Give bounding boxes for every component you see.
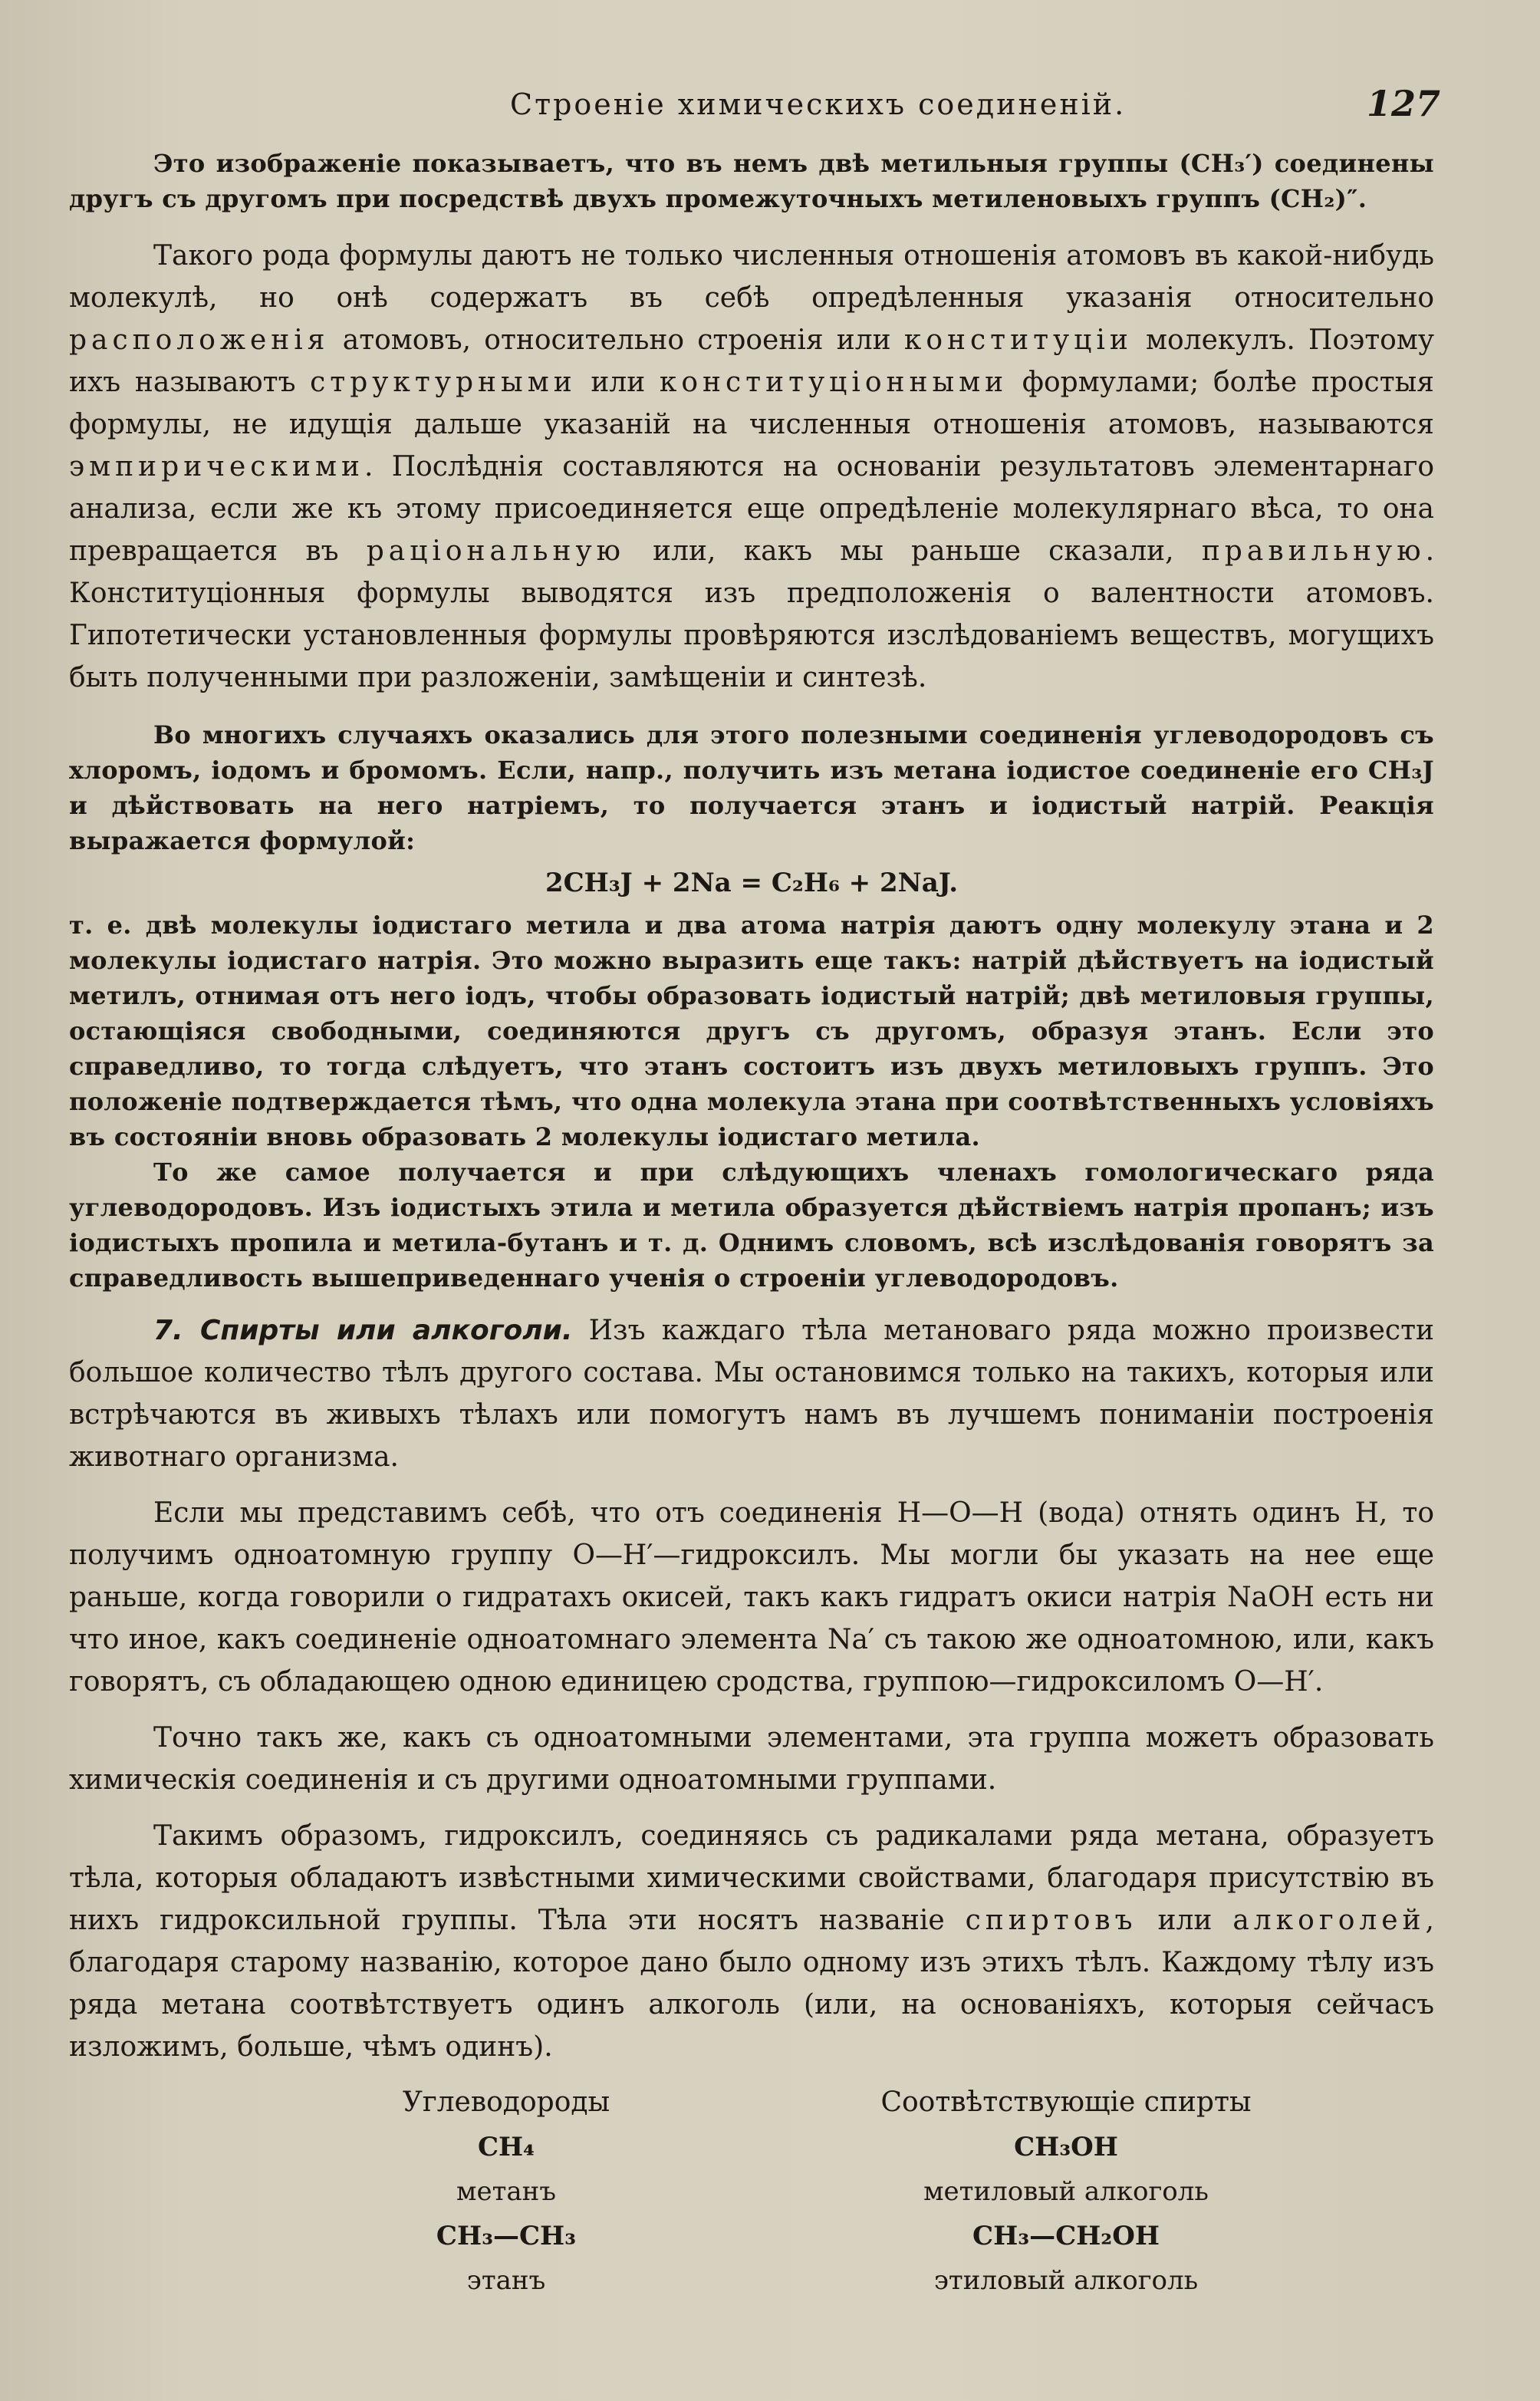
paragraph-homologous-series: То же самое получается и при слѣдующихъ членахъ гомологическаго ряда углеводородовъ. Изъ iодистыхъ этила и метила образуется дѣйствiемъ натрiя пропанъ; изъ iодистыхъ пропила и метила-бутанъ и т. д. Однимъ словомъ, всѣ изслѣдованiя говорятъ за справедливость вышеприведеннаго ученiя о строенiи углеводородовъ. (69, 1158, 1434, 1293)
alcohols-column (836, 2080, 1296, 2303)
running-title: Строенiе химическихъ соединенiй. (510, 87, 1127, 121)
name-cell: этанъ (466, 2265, 546, 2296)
column-header: Углеводороды (402, 2086, 610, 2118)
page-body (69, 146, 1434, 2310)
emphasis-word: конституцiонными (659, 367, 1009, 398)
name-cell: этиловый алкоголь (933, 2265, 1199, 2296)
formula-cell: CH₄ (477, 2132, 535, 2162)
paragraph-structural-formulas: Такого рода формулы даютъ не только численныя отношенiя атомовъ въ какой-нибудь молекулѣ, но онѣ содержатъ въ себѣ опредѣленныя указанiя относительно расположенiя атомовъ, относительно строенiя или конституцiи молекулъ. Поэтому ихъ называютъ структурными или конституцiонными формулами; болѣе простыя формулы, не идущiя дальше указанiй на численныя отношенiя атомовъ, называются эмпирическими. Послѣднiя составляются на основанiи результатовъ элементарнаго анализа, если же къ этому присоединяется еще опредѣленiе молекулярнаго вѣса, то она превращается въ рацiональную или, какъ мы раньше сказали, правильную. Конституцiонныя формулы выводятся изъ предположенiя о валентности атомовъ. Гипотетически установленныя формулы провѣряются изслѣдованiемъ веществъ, могущихъ быть полученными при разложенiи, замѣщенiи и синтезѣ. (69, 240, 1435, 693)
emphasis-word: правильную (1201, 535, 1426, 567)
section-alcohols: 7. Спирты или алкоголи. Изъ каждаго тѣла метановаго ряда можно произвести большое количество тѣлъ другого состава. Мы остановимся только на такихъ, которыя или встрѣчаются въ живыхъ тѣлахъ или помогутъ намъ въ лучшемъ пониманiи построенiя животнаго организма. (69, 1315, 1434, 1473)
formula-cell: CH₃—CH₃ (436, 2221, 577, 2251)
emphasis-word: конституцiи (903, 324, 1133, 356)
page-header (69, 83, 1440, 129)
column-header: Соотвѣтствующiе спирты (880, 2086, 1252, 2118)
hydrocarbons-column (322, 2080, 690, 2303)
name-cell: метиловый алкоголь (923, 2176, 1209, 2207)
paragraph-hydroxyl: Если мы представимъ себѣ, что отъ соединенiя H—O—H (вода) отнять одинъ H, то получимъ одноатомную группу O—H′—гидроксилъ. Мы могли бы указать на нее еще раньше, когда говорили о гидратахъ окисей, такъ какъ гидратъ окиси натрiя NaOH есть ни что иное, какъ соединенiе одноатомнаго элемента Na′ съ такою же одноатомною, или, какъ говорятъ, съ обладающею одною единицею сродства, группою—гидроксиломъ O—H′. (69, 1497, 1434, 1698)
paragraph-reaction-explanation: т. е. двѣ молекулы iодистаго метила и два атома натрiя даютъ одну молекулу этана и 2 молекулы iодистаго натрiя. Это можно выразить еще такъ: натрiй дѣйствуетъ на iодистый метилъ, отнимая отъ него iодъ, чтобы образовать iодистый натрiй; двѣ метиловыя группы, остающiяся свободными, соединяются другъ съ другомъ, образуя этанъ. Если это справедливо, то тогда слѣдуетъ, что этанъ состоитъ изъ двухъ метиловыхъ группъ. Это положенiе подтверждается тѣмъ, что одна молекула этана при соотвѣтственныхъ условiяхъ въ состоянiи вновь образовать 2 молекулы iодистаго метила. (69, 911, 1434, 1151)
emphasis-word: расположенiя (69, 324, 330, 356)
name-cell: метанъ (456, 2176, 556, 2207)
section-heading: 7. Спирты или алкоголи. (153, 1315, 573, 1346)
page-number: 127 (1366, 83, 1440, 124)
formula-cell: CH₃OH (1014, 2132, 1118, 2162)
paragraph-methyl-groups: Это изображенiе показываетъ, что въ немъ двѣ метильныя группы (CH₃′) соединены другъ съ другомъ при посредствѣ двухъ промежуточныхъ метиленовыхъ группъ (CH₂)″. (69, 149, 1434, 213)
reaction-formula: 2CH₃J + 2Na = C₂H₆ + 2NaJ. (545, 868, 959, 898)
paragraph-alcohol-definition: Такимъ образомъ, гидроксилъ, соединяясь съ радикалами ряда метана, образуетъ тѣла, которыя обладаютъ извѣстными химическими свойствами, благодаря присутствiю въ нихъ гидроксильной группы. Тѣла эти носятъ названiе спиртовъ или алкоголей, благодаря старому названiю, которое дано было одному изъ этихъ тѣлъ. Каждому тѣлу изъ ряда метана соотвѣтствуетъ одинъ алкоголь (или, на основанiяхъ, которыя сейчасъ изложимъ, больше, чѣмъ одинъ). (69, 1820, 1434, 2063)
emphasis-word: спиртовъ (965, 1905, 1137, 1936)
emphasis-word: алкоголей (1232, 1905, 1426, 1936)
paragraph-halogen-compounds: Во многихъ случаяхъ оказались для этого полезными соединенiя углеводородовъ съ хлоромъ, iодомъ и бромомъ. Если, напр., получить изъ метана iодистое соединенiе его CH₃J и дѣйствовать на него натрiемъ, то получается этанъ и iодистый натрiй. Реакцiя выражается формулой: (69, 720, 1434, 855)
emphasis-word: эмпирическими (69, 451, 364, 483)
emphasis-word: рацiональную (366, 535, 625, 567)
compound-table (69, 2080, 1434, 2310)
formula-cell: CH₃—CH₂OH (972, 2221, 1160, 2251)
paragraph-monatomic-groups: Точно такъ же, какъ съ одноатомными элементами, эта группа можетъ образовать химическiя соединенiя и съ другими одноатомными группами. (69, 1722, 1434, 1796)
emphasis-word: структурными (310, 367, 577, 398)
